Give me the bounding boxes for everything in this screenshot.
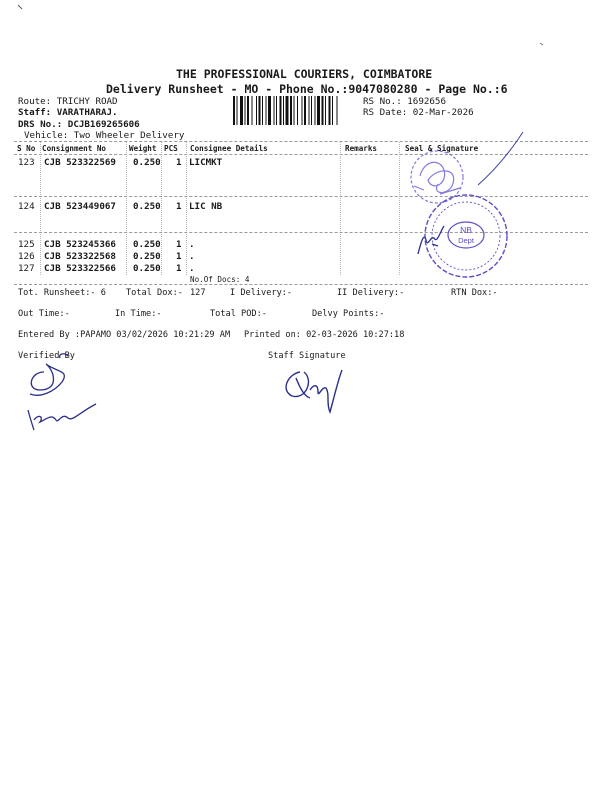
row-weight: 0.250 <box>133 201 161 212</box>
row-consignee: . <box>189 239 195 250</box>
scan-mark <box>18 5 22 9</box>
vehicle-label: Vehicle: Two Wheeler Delivery <box>24 130 185 141</box>
row-pcs: 1 <box>176 239 182 250</box>
table-bottom-rule <box>14 284 588 285</box>
scan-mark <box>540 43 543 45</box>
barcode-bar <box>294 96 295 125</box>
total-dox-value: 127 <box>190 288 206 298</box>
barcode-bar <box>315 96 316 125</box>
row-consignment: CJB 523322568 <box>44 251 116 262</box>
barcode-bar <box>245 96 246 125</box>
barcode-bar <box>240 96 243 125</box>
table-top-rule <box>14 141 588 142</box>
row-consignment: CJB 523449067 <box>44 201 116 212</box>
barcode-bar <box>297 96 298 125</box>
row-consignee: . <box>189 263 195 274</box>
barcode-bar <box>302 96 303 125</box>
row-consignment: CJB 523245366 <box>44 239 116 250</box>
entered-by: Entered By :PAPAMO 03/02/2026 10:21:29 AM <box>18 330 231 340</box>
barcode-bar <box>259 96 261 125</box>
table-row <box>0 157 600 169</box>
runsheet-title: Delivery Runsheet - MO - Phone No.:9047080280 - Page No.:6 <box>106 82 508 96</box>
row-weight: 0.250 <box>133 239 161 250</box>
staff-label: Staff: VARATHARAJ. <box>18 107 118 118</box>
table-row <box>0 201 600 213</box>
i-delivery: I Delivery:- <box>230 288 293 298</box>
barcode-bar <box>266 96 267 125</box>
row-weight: 0.250 <box>133 251 161 262</box>
company-title: THE PROFESSIONAL COURIERS, COIMBATORE <box>176 67 433 81</box>
delvy-points: Delvy Points:- <box>312 309 385 319</box>
rs-number: RS No.: 1692656 <box>363 96 446 107</box>
stamp-text: NB <box>460 225 472 235</box>
row-sno: 125 <box>18 239 35 250</box>
row-sno: 123 <box>18 157 35 168</box>
row-sno: 127 <box>18 263 35 274</box>
col-seal-signature: Seal & Signature <box>405 144 479 153</box>
rtn-dox: RTN Dox:- <box>451 288 498 298</box>
row-pcs: 1 <box>176 263 182 274</box>
ii-delivery: II Delivery:- <box>337 288 405 298</box>
col-weight: Weight <box>129 144 157 153</box>
row-consignee: . <box>189 251 195 262</box>
printed-on: Printed on: 02-03-2026 10:27:18 <box>244 330 405 340</box>
row-sno: 126 <box>18 251 35 262</box>
barcode-bar <box>311 96 312 125</box>
in-time: In Time:- <box>115 309 162 319</box>
staff-signature <box>286 370 342 412</box>
barcode-bar <box>304 96 306 125</box>
row-consignee: LICMKT <box>189 157 223 168</box>
barcode-bar <box>322 96 324 125</box>
barcode-bar <box>252 96 253 125</box>
row-consignment: CJB 523322566 <box>44 263 116 274</box>
barcode-bar <box>325 96 326 125</box>
total-pod: Total POD:- <box>210 309 267 319</box>
barcode-bar <box>286 96 289 125</box>
row-pcs: 1 <box>176 251 182 262</box>
route-label: Route: TRICHY ROAD <box>18 96 118 107</box>
staff-signature-label: Staff Signature <box>268 351 346 361</box>
row-consignee: LIC NB <box>189 201 223 212</box>
table-row <box>0 239 600 251</box>
barcode-bar <box>280 96 282 125</box>
row-sno: 124 <box>18 201 35 212</box>
row-rule <box>14 232 588 233</box>
barcode-bar <box>290 96 292 125</box>
barcode-bar <box>247 96 249 125</box>
stamp-text: Dept <box>458 236 474 245</box>
out-time: Out Time:- <box>18 309 70 319</box>
row-pcs: 1 <box>176 201 182 212</box>
row-weight: 0.250 <box>133 157 161 168</box>
barcode-bar <box>274 96 275 125</box>
row-weight: 0.250 <box>133 263 161 274</box>
barcode-bar <box>317 96 320 125</box>
row-pcs: 1 <box>176 157 182 168</box>
row-consignment: CJB 523322569 <box>44 157 116 168</box>
barcode-bar <box>309 96 310 125</box>
barcode-bar <box>256 96 257 125</box>
no-of-docs: No.Of Docs: 4 <box>190 275 250 284</box>
barcode-bar <box>233 96 235 125</box>
barcode-bar <box>268 96 271 125</box>
barcode-bar <box>262 96 263 125</box>
barcode-bar <box>332 96 333 125</box>
table-header-rule <box>14 154 588 155</box>
col-sno: S No <box>17 144 36 153</box>
verified-by-label: Verified By <box>18 351 75 361</box>
barcode-bar <box>283 96 284 125</box>
col-pcs: PCS <box>164 144 178 153</box>
tot-runsheet: Tot. Runsheet:- 6 <box>18 288 106 298</box>
verified-signature <box>28 354 96 430</box>
col-consignee: Consignee Details <box>190 144 268 153</box>
barcode-bar <box>237 96 238 125</box>
barcode-bar <box>276 96 277 125</box>
barcode-bar <box>337 96 338 125</box>
total-dox-label: Total Dox:- <box>126 288 183 298</box>
col-remarks: Remarks <box>345 144 378 153</box>
table-row <box>0 251 600 263</box>
col-consignment: Consignment No <box>42 144 107 153</box>
table-row <box>0 263 600 275</box>
drs-number: DRS No.: DCJB169265606 <box>18 119 140 130</box>
rs-date: RS Date: 02-Mar-2026 <box>363 107 474 118</box>
barcode-bar <box>329 96 331 125</box>
row-rule <box>14 196 588 197</box>
